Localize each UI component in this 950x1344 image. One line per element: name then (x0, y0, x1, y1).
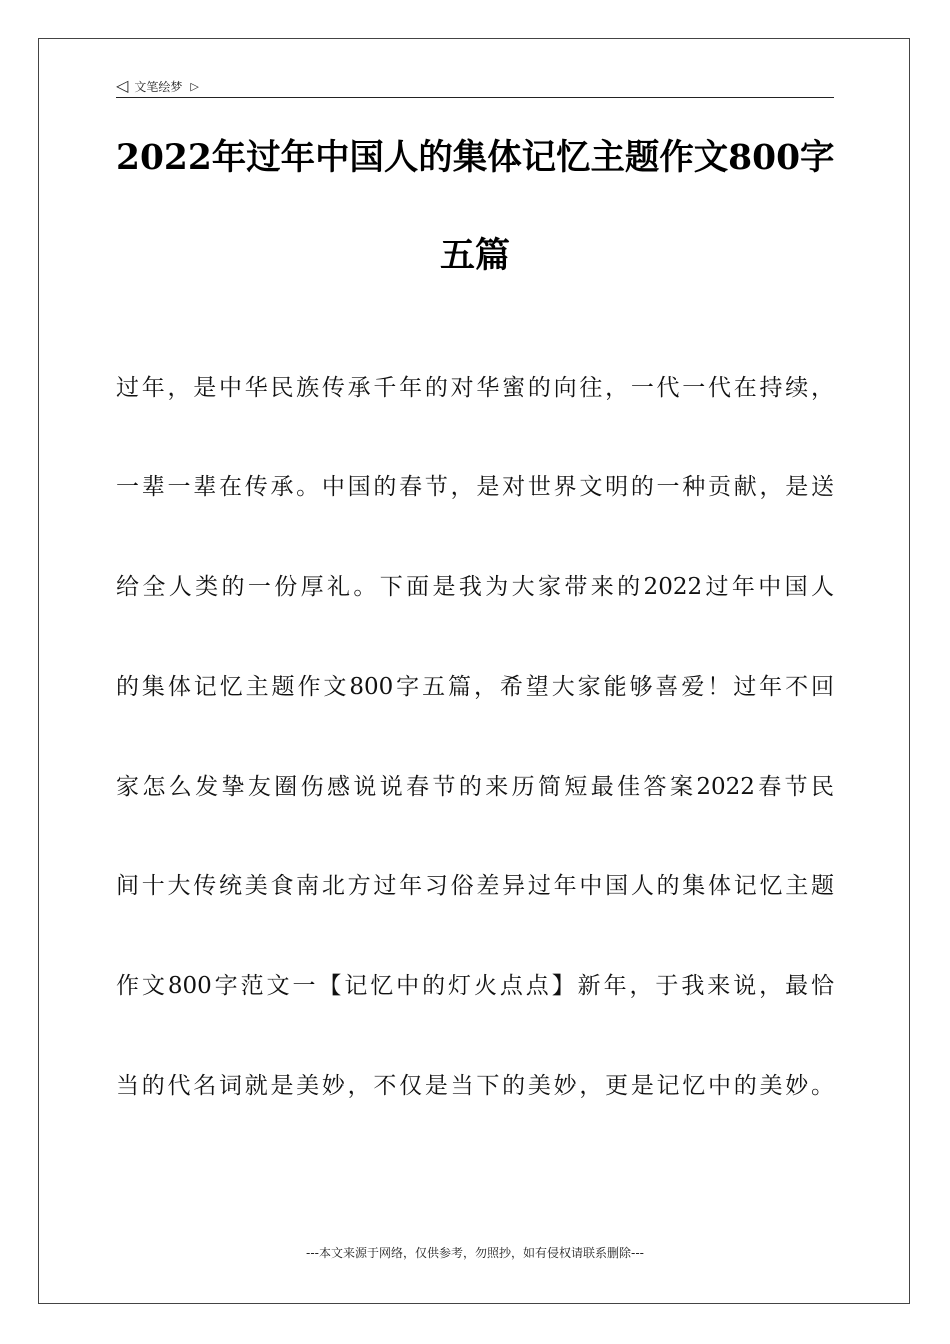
body-line-3: 给全人类的一份厚礼。下面是我为大家带来的2022过年中国人 (116, 574, 834, 600)
body-line-4: 的集体记忆主题作文800字五篇，希望大家能够喜爱！过年不回 (116, 674, 834, 700)
document-title-line-2: 五篇 (439, 235, 510, 276)
triangle-right-icon: ▷ (190, 79, 199, 93)
page-header (116, 74, 199, 98)
body-line-1: 过年，是中华民族传承千年的对华蜜的向往，一代一代在持续， (116, 375, 834, 401)
body-line-5: 家怎么发挚友圈伤感说说春节的来历简短最佳答案2022春节民 (116, 774, 834, 800)
body-line-8: 当的代名词就是美妙，不仅是当下的美妙，更是记忆中的美妙。 (116, 1073, 834, 1099)
body-line-2: 一辈一辈在传承。中国的春节，是对世界文明的一种贡献，是送 (116, 474, 834, 500)
document-title-line-1: 2022年过年中国人的集体记忆主题作文800字 (116, 137, 835, 178)
page-footer: ---本文来源于网络，仅供参考，勿照抄，如有侵权请联系删除--- (306, 1246, 644, 1260)
body-line-7: 作文800字范文一【记忆中的灯火点点】新年，于我来说，最恰 (116, 973, 834, 999)
header-brand-text: 文笔绘梦 (134, 79, 183, 94)
triangle-left-icon: ◁ (116, 76, 129, 95)
body-line-6: 间十大传统美食南北方过年习俗差异过年中国人的集体记忆主题 (116, 873, 834, 899)
header-divider (116, 97, 834, 98)
